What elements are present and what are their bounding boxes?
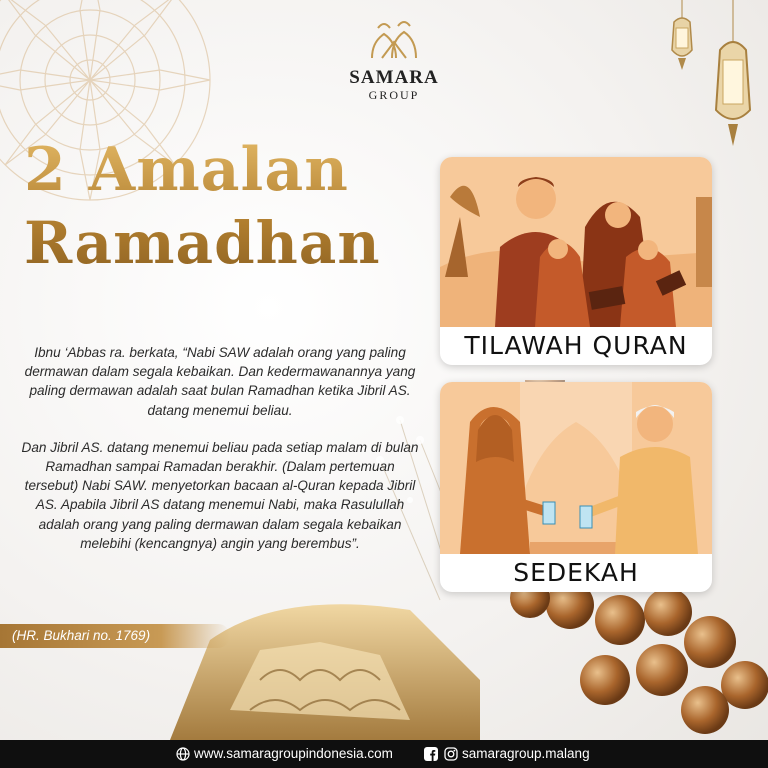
card-tilawah-quran [440, 157, 712, 365]
giving-charity-illustration [440, 382, 712, 554]
brand-sub: GROUP [368, 88, 420, 102]
quote-paragraph-2: Dan Jibril AS. datang menemui beliau pada setiap malam di bulan Ramadhan sampai Ramadan berakhir. (Dalam pertemuan tersebut) Nabi SAW. menyetorkan bacaan al-Quran kepada Jibril AS. Apabila Jibril AS datang menemui Nabi, maka Rasulullah adalah orang yang paling dermawan dalam segala kebaikan melebihi (kencangnya) angin yang berembus”. [21, 439, 419, 551]
hadith-quote [20, 343, 420, 571]
brand-name: SAMARA [349, 67, 439, 88]
title-line-2: Ramadhan [24, 209, 381, 277]
card-sedekah [440, 382, 712, 592]
quote-paragraph-1: Ibnu ‘Abbas ra. berkata, “Nabi SAW adalah orang yang paling dermawan dalam segala kebaikan. Dan kedermawanannya yang paling dermawan adalah saat bulan Ramadhan ketika Jibril AS. datang menemui beliau. [24, 345, 416, 418]
lantern-icon [706, 0, 760, 150]
lantern-icon [662, 0, 702, 72]
mosque-domes-icon [364, 18, 424, 60]
globe-icon [176, 747, 190, 761]
hadith-source-badge [0, 624, 230, 648]
website-link[interactable]: www.samaragroupindonesia.com [194, 746, 393, 761]
family-reading-quran-illustration [440, 157, 712, 327]
card-label: TILAWAH QURAN [464, 331, 688, 360]
facebook-icon[interactable] [424, 747, 438, 761]
instagram-icon[interactable] [444, 747, 458, 761]
hadith-source: (HR. Bukhari no. 1769) [12, 628, 151, 643]
title-line-1: 2 Amalan [24, 135, 349, 205]
footer-bar [0, 740, 768, 768]
social-handle[interactable]: samaragroup.malang [462, 746, 590, 761]
samara-logo [344, 18, 444, 103]
card-label: SEDEKAH [513, 558, 639, 587]
page-title [24, 135, 424, 281]
